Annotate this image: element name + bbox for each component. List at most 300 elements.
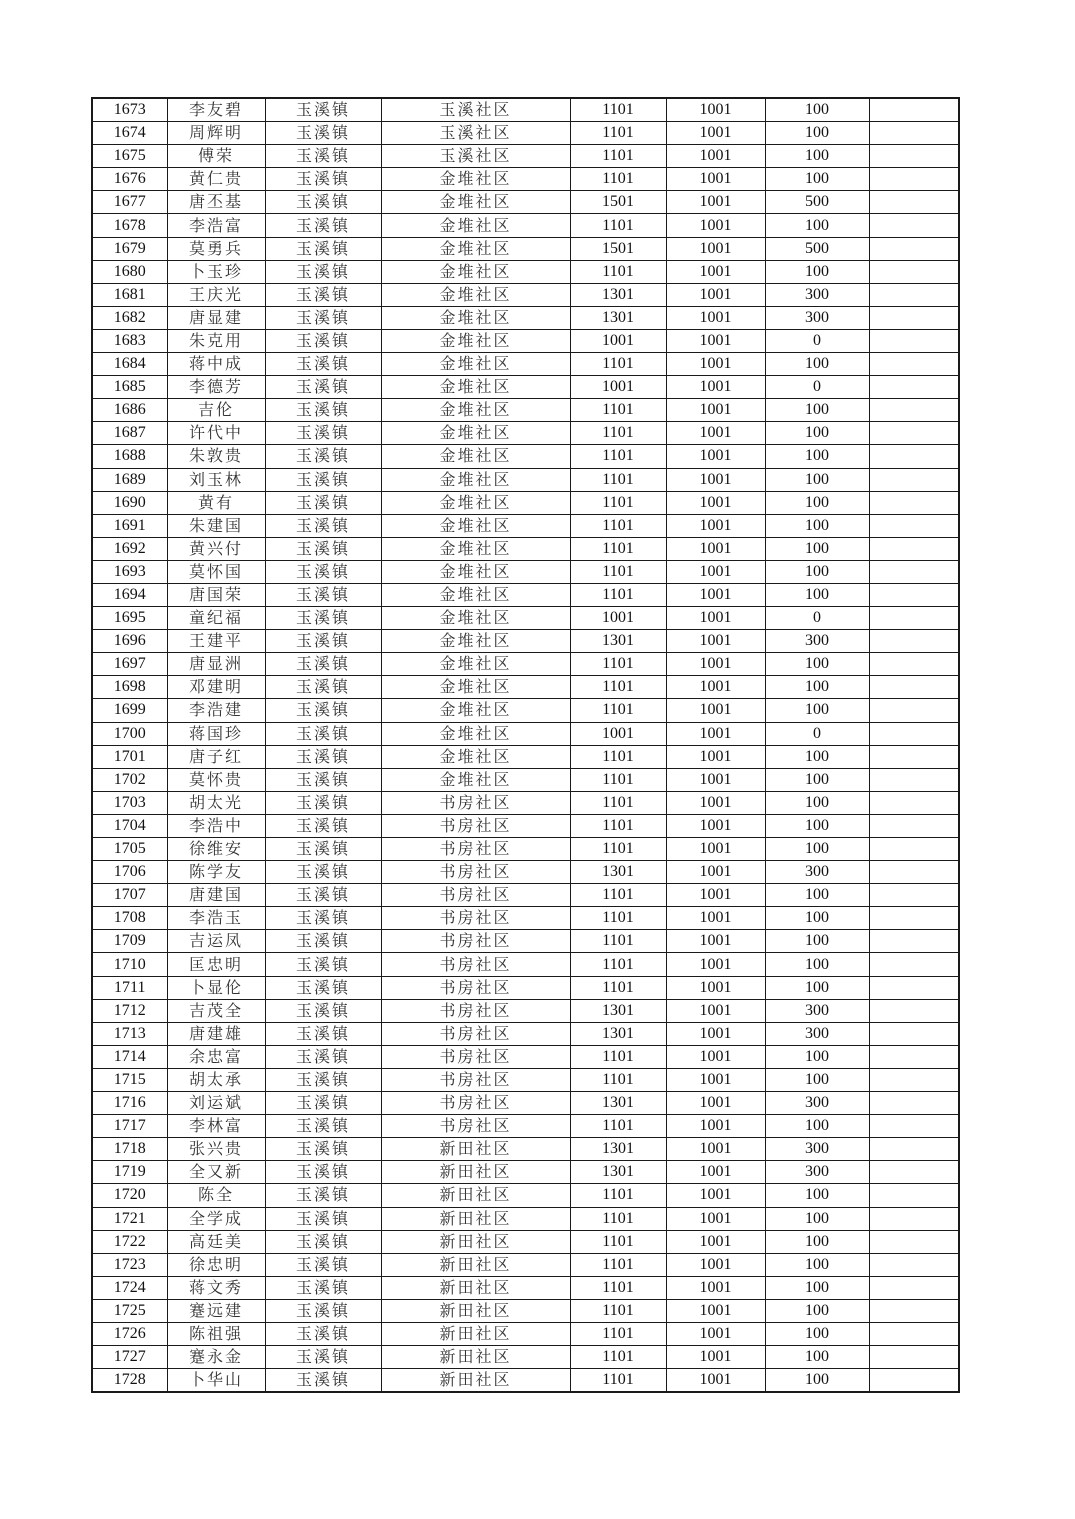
name-cell: 陈祖强 (167, 1322, 265, 1345)
amount-cell: 100 (765, 838, 869, 861)
community-cell: 金堆社区 (381, 676, 570, 699)
table-row (92, 976, 959, 999)
remark-cell (869, 1299, 959, 1322)
table-row (92, 1068, 959, 1091)
serial-number-cell: 1674 (92, 122, 167, 145)
serial-number-cell: 1702 (92, 768, 167, 791)
serial-number-cell: 1694 (92, 583, 167, 606)
code-a-cell: 1101 (570, 814, 666, 837)
code-a-cell: 1101 (570, 1207, 666, 1230)
code-b-cell: 1001 (666, 1184, 765, 1207)
remark-cell (869, 1322, 959, 1345)
community-cell: 金堆社区 (381, 722, 570, 745)
town-cell: 玉溪镇 (265, 1045, 381, 1068)
code-a-cell: 1301 (570, 630, 666, 653)
serial-number-cell: 1715 (92, 1068, 167, 1091)
roster-table (91, 97, 960, 1393)
remark-cell (869, 1369, 959, 1393)
code-a-cell: 1101 (570, 699, 666, 722)
code-b-cell: 1001 (666, 838, 765, 861)
code-a-cell: 1101 (570, 583, 666, 606)
name-cell: 童纪福 (167, 607, 265, 630)
town-cell: 玉溪镇 (265, 214, 381, 237)
remark-cell (869, 122, 959, 145)
amount-cell: 100 (765, 1276, 869, 1299)
code-b-cell: 1001 (666, 514, 765, 537)
town-cell: 玉溪镇 (265, 376, 381, 399)
remark-cell (869, 214, 959, 237)
serial-number-cell: 1688 (92, 445, 167, 468)
table-row (92, 491, 959, 514)
town-cell: 玉溪镇 (265, 1092, 381, 1115)
code-b-cell: 1001 (666, 237, 765, 260)
serial-number-cell: 1728 (92, 1369, 167, 1393)
table-row (92, 1161, 959, 1184)
community-cell: 书房社区 (381, 884, 570, 907)
name-cell: 李浩中 (167, 814, 265, 837)
amount-cell: 100 (765, 768, 869, 791)
remark-cell (869, 353, 959, 376)
name-cell: 邓建明 (167, 676, 265, 699)
remark-cell (869, 653, 959, 676)
amount-cell: 100 (765, 1207, 869, 1230)
table-row (92, 791, 959, 814)
table-row (92, 1138, 959, 1161)
community-cell: 书房社区 (381, 999, 570, 1022)
table-row (92, 1022, 959, 1045)
community-cell: 金堆社区 (381, 168, 570, 191)
amount-cell: 100 (765, 422, 869, 445)
serial-number-cell: 1677 (92, 191, 167, 214)
code-b-cell: 1001 (666, 1346, 765, 1369)
remark-cell (869, 491, 959, 514)
town-cell: 玉溪镇 (265, 353, 381, 376)
code-a-cell: 1101 (570, 791, 666, 814)
code-b-cell: 1001 (666, 560, 765, 583)
table-row (92, 930, 959, 953)
code-a-cell: 1101 (570, 422, 666, 445)
community-cell: 金堆社区 (381, 699, 570, 722)
serial-number-cell: 1692 (92, 537, 167, 560)
town-cell: 玉溪镇 (265, 930, 381, 953)
remark-cell (869, 814, 959, 837)
remark-cell (869, 468, 959, 491)
community-cell: 书房社区 (381, 1092, 570, 1115)
remark-cell (869, 1161, 959, 1184)
town-cell: 玉溪镇 (265, 1230, 381, 1253)
amount-cell: 300 (765, 1138, 869, 1161)
table-row (92, 653, 959, 676)
code-b-cell: 1001 (666, 1253, 765, 1276)
table-row (92, 1346, 959, 1369)
community-cell: 新田社区 (381, 1346, 570, 1369)
town-cell: 玉溪镇 (265, 122, 381, 145)
serial-number-cell: 1705 (92, 838, 167, 861)
code-a-cell: 1101 (570, 768, 666, 791)
table-row (92, 376, 959, 399)
table-row (92, 353, 959, 376)
name-cell: 唐国荣 (167, 583, 265, 606)
community-cell: 金堆社区 (381, 745, 570, 768)
remark-cell (869, 445, 959, 468)
name-cell: 唐建雄 (167, 1022, 265, 1045)
serial-number-cell: 1707 (92, 884, 167, 907)
code-b-cell: 1001 (666, 191, 765, 214)
serial-number-cell: 1682 (92, 306, 167, 329)
amount-cell: 300 (765, 999, 869, 1022)
name-cell: 胡太承 (167, 1068, 265, 1091)
code-a-cell: 1101 (570, 491, 666, 514)
code-a-cell: 1301 (570, 861, 666, 884)
community-cell: 金堆社区 (381, 376, 570, 399)
town-cell: 玉溪镇 (265, 884, 381, 907)
code-b-cell: 1001 (666, 676, 765, 699)
name-cell: 朱克用 (167, 329, 265, 352)
code-b-cell: 1001 (666, 306, 765, 329)
code-a-cell: 1101 (570, 445, 666, 468)
community-cell: 书房社区 (381, 907, 570, 930)
code-a-cell: 1101 (570, 1045, 666, 1068)
name-cell: 莫怀贵 (167, 768, 265, 791)
town-cell: 玉溪镇 (265, 237, 381, 260)
name-cell: 朱建国 (167, 514, 265, 537)
code-b-cell: 1001 (666, 1115, 765, 1138)
code-b-cell: 1001 (666, 653, 765, 676)
amount-cell: 100 (765, 560, 869, 583)
community-cell: 金堆社区 (381, 514, 570, 537)
community-cell: 新田社区 (381, 1184, 570, 1207)
remark-cell (869, 884, 959, 907)
remark-cell (869, 537, 959, 560)
name-cell: 胡太光 (167, 791, 265, 814)
code-a-cell: 1101 (570, 1068, 666, 1091)
remark-cell (869, 514, 959, 537)
town-cell: 玉溪镇 (265, 537, 381, 560)
code-a-cell: 1101 (570, 468, 666, 491)
table-row (92, 191, 959, 214)
table-row (92, 237, 959, 260)
table-row (92, 953, 959, 976)
town-cell: 玉溪镇 (265, 1299, 381, 1322)
amount-cell: 100 (765, 260, 869, 283)
town-cell: 玉溪镇 (265, 838, 381, 861)
code-b-cell: 1001 (666, 537, 765, 560)
code-b-cell: 1001 (666, 122, 765, 145)
code-a-cell: 1001 (570, 329, 666, 352)
table-row (92, 630, 959, 653)
serial-number-cell: 1713 (92, 1022, 167, 1045)
town-cell: 玉溪镇 (265, 399, 381, 422)
serial-number-cell: 1710 (92, 953, 167, 976)
name-cell: 莫勇兵 (167, 237, 265, 260)
code-a-cell: 1001 (570, 607, 666, 630)
code-b-cell: 1001 (666, 999, 765, 1022)
code-b-cell: 1001 (666, 168, 765, 191)
community-cell: 书房社区 (381, 838, 570, 861)
name-cell: 莫怀国 (167, 560, 265, 583)
table-row (92, 699, 959, 722)
serial-number-cell: 1693 (92, 560, 167, 583)
amount-cell: 300 (765, 283, 869, 306)
serial-number-cell: 1723 (92, 1253, 167, 1276)
town-cell: 玉溪镇 (265, 514, 381, 537)
town-cell: 玉溪镇 (265, 306, 381, 329)
code-b-cell: 1001 (666, 768, 765, 791)
code-b-cell: 1001 (666, 1230, 765, 1253)
table-row (92, 814, 959, 837)
name-cell: 黄仁贵 (167, 168, 265, 191)
serial-number-cell: 1708 (92, 907, 167, 930)
code-b-cell: 1001 (666, 283, 765, 306)
code-b-cell: 1001 (666, 976, 765, 999)
table-row (92, 768, 959, 791)
code-b-cell: 1001 (666, 630, 765, 653)
code-b-cell: 1001 (666, 422, 765, 445)
name-cell: 陈学友 (167, 861, 265, 884)
remark-cell (869, 306, 959, 329)
town-cell: 玉溪镇 (265, 953, 381, 976)
remark-cell (869, 191, 959, 214)
amount-cell: 100 (765, 976, 869, 999)
name-cell: 匡忠明 (167, 953, 265, 976)
table-row (92, 676, 959, 699)
town-cell: 玉溪镇 (265, 653, 381, 676)
remark-cell (869, 999, 959, 1022)
amount-cell: 100 (765, 353, 869, 376)
table-row (92, 1045, 959, 1068)
code-a-cell: 1101 (570, 98, 666, 122)
amount-cell: 100 (765, 468, 869, 491)
community-cell: 新田社区 (381, 1322, 570, 1345)
community-cell: 金堆社区 (381, 445, 570, 468)
code-b-cell: 1001 (666, 930, 765, 953)
town-cell: 玉溪镇 (265, 745, 381, 768)
serial-number-cell: 1727 (92, 1346, 167, 1369)
code-a-cell: 1101 (570, 1253, 666, 1276)
code-b-cell: 1001 (666, 1045, 765, 1068)
name-cell: 李友碧 (167, 98, 265, 122)
community-cell: 书房社区 (381, 1068, 570, 1091)
amount-cell: 100 (765, 168, 869, 191)
code-b-cell: 1001 (666, 907, 765, 930)
community-cell: 书房社区 (381, 953, 570, 976)
code-a-cell: 1101 (570, 838, 666, 861)
table-row (92, 329, 959, 352)
serial-number-cell: 1700 (92, 722, 167, 745)
code-a-cell: 1301 (570, 999, 666, 1022)
code-a-cell: 1301 (570, 1161, 666, 1184)
name-cell: 卜显伦 (167, 976, 265, 999)
community-cell: 新田社区 (381, 1253, 570, 1276)
table-row (92, 168, 959, 191)
serial-number-cell: 1703 (92, 791, 167, 814)
name-cell: 蒋国珍 (167, 722, 265, 745)
serial-number-cell: 1680 (92, 260, 167, 283)
town-cell: 玉溪镇 (265, 422, 381, 445)
serial-number-cell: 1714 (92, 1045, 167, 1068)
name-cell: 王建平 (167, 630, 265, 653)
amount-cell: 100 (765, 930, 869, 953)
amount-cell: 100 (765, 122, 869, 145)
table-row (92, 1253, 959, 1276)
table-row (92, 468, 959, 491)
code-b-cell: 1001 (666, 98, 765, 122)
name-cell: 许代中 (167, 422, 265, 445)
town-cell: 玉溪镇 (265, 283, 381, 306)
remark-cell (869, 1115, 959, 1138)
code-a-cell: 1101 (570, 907, 666, 930)
town-cell: 玉溪镇 (265, 329, 381, 352)
name-cell: 陈全 (167, 1184, 265, 1207)
amount-cell: 100 (765, 791, 869, 814)
table-row (92, 145, 959, 168)
remark-cell (869, 168, 959, 191)
town-cell: 玉溪镇 (265, 699, 381, 722)
table-row (92, 838, 959, 861)
remark-cell (869, 98, 959, 122)
town-cell: 玉溪镇 (265, 1138, 381, 1161)
community-cell: 金堆社区 (381, 353, 570, 376)
community-cell: 新田社区 (381, 1299, 570, 1322)
code-a-cell: 1101 (570, 260, 666, 283)
amount-cell: 100 (765, 1369, 869, 1393)
remark-cell (869, 399, 959, 422)
code-a-cell: 1101 (570, 953, 666, 976)
amount-cell: 100 (765, 399, 869, 422)
table-row (92, 1184, 959, 1207)
code-a-cell: 1501 (570, 191, 666, 214)
amount-cell: 100 (765, 583, 869, 606)
community-cell: 书房社区 (381, 814, 570, 837)
amount-cell: 100 (765, 884, 869, 907)
name-cell: 唐显洲 (167, 653, 265, 676)
code-a-cell: 1101 (570, 1369, 666, 1393)
code-a-cell: 1101 (570, 168, 666, 191)
amount-cell: 300 (765, 630, 869, 653)
community-cell: 书房社区 (381, 1115, 570, 1138)
code-a-cell: 1101 (570, 560, 666, 583)
code-b-cell: 1001 (666, 884, 765, 907)
amount-cell: 100 (765, 445, 869, 468)
code-b-cell: 1001 (666, 583, 765, 606)
serial-number-cell: 1695 (92, 607, 167, 630)
code-b-cell: 1001 (666, 214, 765, 237)
serial-number-cell: 1684 (92, 353, 167, 376)
town-cell: 玉溪镇 (265, 445, 381, 468)
code-b-cell: 1001 (666, 445, 765, 468)
amount-cell: 300 (765, 1022, 869, 1045)
amount-cell: 100 (765, 514, 869, 537)
community-cell: 金堆社区 (381, 237, 570, 260)
remark-cell (869, 283, 959, 306)
table-row (92, 722, 959, 745)
remark-cell (869, 745, 959, 768)
amount-cell: 500 (765, 191, 869, 214)
code-b-cell: 1001 (666, 1322, 765, 1345)
amount-cell: 100 (765, 1045, 869, 1068)
amount-cell: 100 (765, 907, 869, 930)
code-a-cell: 1101 (570, 1115, 666, 1138)
remark-cell (869, 1346, 959, 1369)
community-cell: 金堆社区 (381, 607, 570, 630)
town-cell: 玉溪镇 (265, 676, 381, 699)
remark-cell (869, 1022, 959, 1045)
remark-cell (869, 722, 959, 745)
town-cell: 玉溪镇 (265, 1207, 381, 1230)
community-cell: 新田社区 (381, 1138, 570, 1161)
community-cell: 新田社区 (381, 1230, 570, 1253)
code-a-cell: 1101 (570, 399, 666, 422)
code-b-cell: 1001 (666, 1207, 765, 1230)
amount-cell: 100 (765, 1299, 869, 1322)
amount-cell: 300 (765, 306, 869, 329)
code-b-cell: 1001 (666, 329, 765, 352)
code-a-cell: 1101 (570, 930, 666, 953)
remark-cell (869, 1207, 959, 1230)
code-b-cell: 1001 (666, 145, 765, 168)
community-cell: 书房社区 (381, 976, 570, 999)
table-row (92, 1230, 959, 1253)
name-cell: 李浩建 (167, 699, 265, 722)
name-cell: 卜华山 (167, 1369, 265, 1393)
name-cell: 唐显建 (167, 306, 265, 329)
table-row (92, 745, 959, 768)
code-a-cell: 1501 (570, 237, 666, 260)
serial-number-cell: 1725 (92, 1299, 167, 1322)
remark-cell (869, 329, 959, 352)
code-b-cell: 1001 (666, 1092, 765, 1115)
code-b-cell: 1001 (666, 1161, 765, 1184)
town-cell: 玉溪镇 (265, 468, 381, 491)
remark-cell (869, 237, 959, 260)
community-cell: 玉溪社区 (381, 145, 570, 168)
town-cell: 玉溪镇 (265, 1322, 381, 1345)
code-a-cell: 1301 (570, 283, 666, 306)
remark-cell (869, 630, 959, 653)
town-cell: 玉溪镇 (265, 583, 381, 606)
serial-number-cell: 1687 (92, 422, 167, 445)
amount-cell: 100 (765, 145, 869, 168)
community-cell: 金堆社区 (381, 560, 570, 583)
table-row (92, 1276, 959, 1299)
code-a-cell: 1101 (570, 1184, 666, 1207)
name-cell: 吉运凤 (167, 930, 265, 953)
table-row (92, 445, 959, 468)
amount-cell: 300 (765, 1092, 869, 1115)
community-cell: 书房社区 (381, 1022, 570, 1045)
name-cell: 蹇永金 (167, 1346, 265, 1369)
code-b-cell: 1001 (666, 491, 765, 514)
name-cell: 蒋文秀 (167, 1276, 265, 1299)
name-cell: 蒋中成 (167, 353, 265, 376)
town-cell: 玉溪镇 (265, 1276, 381, 1299)
code-a-cell: 1101 (570, 353, 666, 376)
community-cell: 玉溪社区 (381, 122, 570, 145)
remark-cell (869, 1184, 959, 1207)
town-cell: 玉溪镇 (265, 560, 381, 583)
serial-number-cell: 1690 (92, 491, 167, 514)
community-cell: 金堆社区 (381, 283, 570, 306)
remark-cell (869, 1276, 959, 1299)
amount-cell: 100 (765, 1322, 869, 1345)
serial-number-cell: 1681 (92, 283, 167, 306)
name-cell: 黄兴付 (167, 537, 265, 560)
serial-number-cell: 1701 (92, 745, 167, 768)
code-b-cell: 1001 (666, 814, 765, 837)
code-b-cell: 1001 (666, 468, 765, 491)
amount-cell: 100 (765, 1346, 869, 1369)
amount-cell: 100 (765, 98, 869, 122)
